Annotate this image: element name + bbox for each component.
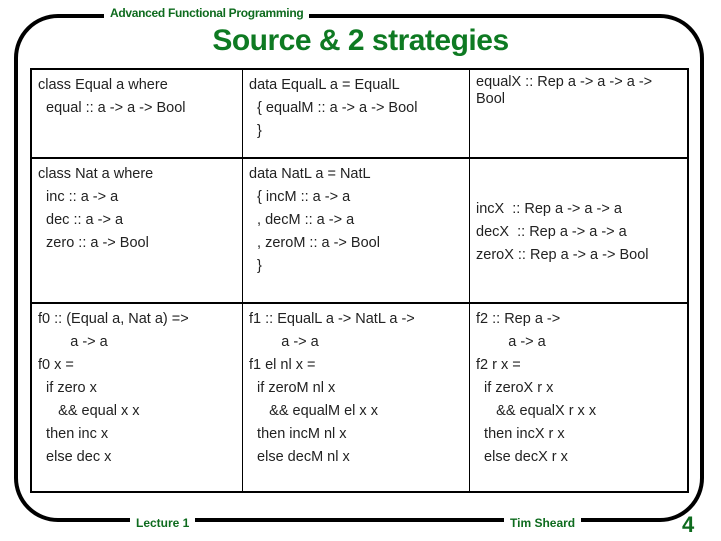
page-number: 4 xyxy=(682,512,695,537)
table-row xyxy=(31,69,688,158)
code-line: , decM :: a -> a xyxy=(249,212,355,228)
code-cell xyxy=(31,158,243,303)
code-line: a -> a xyxy=(38,334,108,350)
code-line: equalX :: Rep a -> a -> a -> Bool xyxy=(476,74,653,107)
code-line: f2 r x = xyxy=(476,357,521,373)
code-line: else decX r x xyxy=(476,449,568,465)
code-line: } xyxy=(249,123,262,139)
table-row xyxy=(31,158,688,303)
code-line: then incM nl x xyxy=(249,426,347,442)
code-cell xyxy=(31,303,243,492)
code-cell xyxy=(31,69,243,158)
code-line: then incX r x xyxy=(476,426,565,442)
code-line: if zeroM nl x xyxy=(249,380,336,396)
table-row xyxy=(31,303,688,492)
code-line: zeroX :: Rep a -> a -> Bool xyxy=(476,247,649,263)
code-line: && equalM el x x xyxy=(249,403,378,419)
slide-title: Source & 2 strategies xyxy=(212,24,509,57)
code-line: } xyxy=(249,258,262,274)
code-line: incX :: Rep a -> a -> a xyxy=(476,201,622,217)
code-line: data NatL a = NatL xyxy=(249,166,371,182)
code-line: then inc x xyxy=(38,426,109,442)
code-line: else dec x xyxy=(38,449,112,465)
code-line: inc :: a -> a xyxy=(38,189,119,205)
code-line: f2 :: Rep a -> xyxy=(476,311,561,327)
code-line: && equalX r x x xyxy=(476,403,597,419)
code-cell xyxy=(243,69,470,158)
code-line: else decM nl x xyxy=(249,449,350,465)
code-table xyxy=(30,68,689,493)
code-line: f0 x = xyxy=(38,357,74,373)
code-line: f0 :: (Equal a, Nat a) => xyxy=(38,311,189,327)
code-line: class Nat a where xyxy=(38,166,154,182)
code-line: , zeroM :: a -> Bool xyxy=(249,235,380,251)
code-line: dec :: a -> a xyxy=(38,212,124,228)
code-line: f1 el nl x = xyxy=(249,357,316,373)
code-line: if zeroX r x xyxy=(476,380,554,396)
code-cell xyxy=(243,303,470,492)
code-line: if zero x xyxy=(38,380,97,396)
code-cell xyxy=(243,158,470,303)
footer-author: Tim Sheard xyxy=(504,516,581,530)
course-header: Advanced Functional Programming xyxy=(104,6,309,20)
code-line: && equal x x xyxy=(38,403,140,419)
code-line: decX :: Rep a -> a -> a xyxy=(476,224,627,240)
code-line: zero :: a -> Bool xyxy=(38,235,149,251)
code-line: { incM :: a -> a xyxy=(249,189,351,205)
code-line: { equalM :: a -> a -> Bool xyxy=(249,100,418,116)
footer-lecture: Lecture 1 xyxy=(130,516,195,530)
code-line: class Equal a where xyxy=(38,77,168,93)
code-line: equal :: a -> a -> Bool xyxy=(38,100,186,116)
code-cell xyxy=(470,158,689,303)
code-line: f1 :: EqualL a -> NatL a -> xyxy=(249,311,415,327)
code-line: a -> a xyxy=(249,334,319,350)
code-line: a -> a xyxy=(476,334,546,350)
code-cell xyxy=(470,69,689,158)
code-line: data EqualL a = EqualL xyxy=(249,77,400,93)
code-cell xyxy=(470,303,689,492)
